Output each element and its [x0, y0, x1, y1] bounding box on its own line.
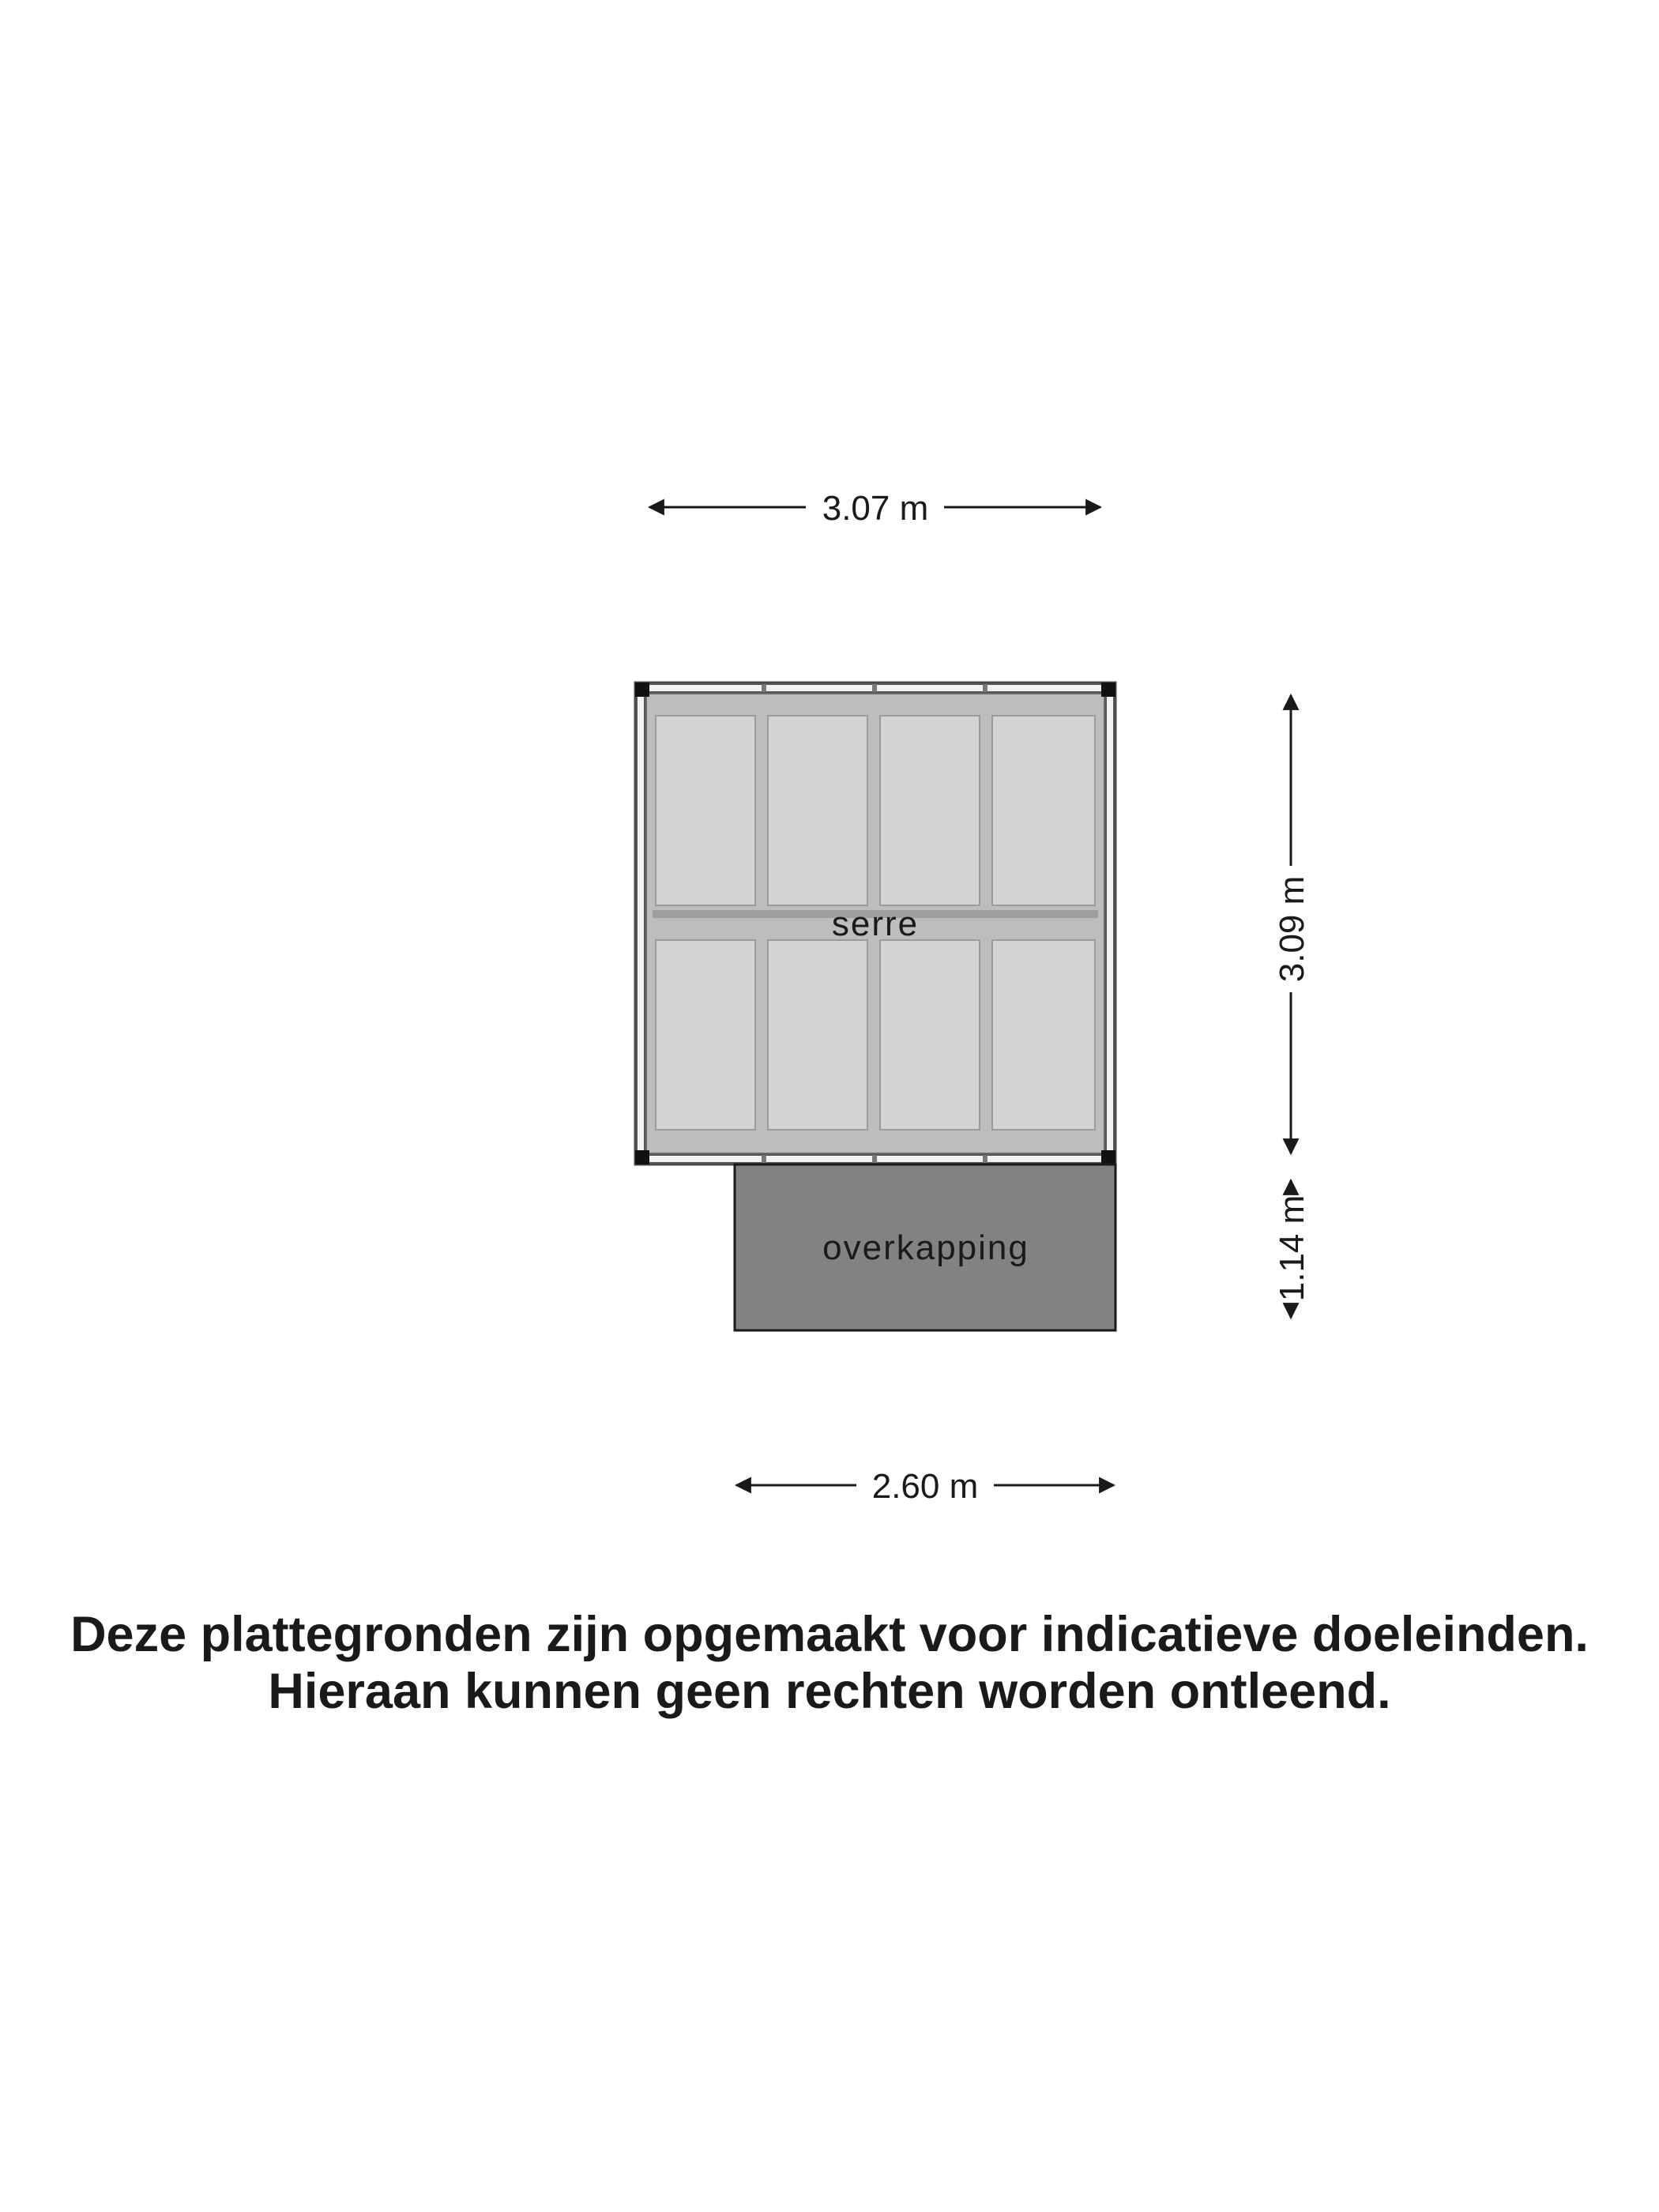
corner-post: [635, 683, 649, 697]
serre-label: serre: [831, 905, 920, 943]
overkapping-depth-dimension: [1273, 1180, 1311, 1318]
overkapping-depth-label: 1.14 m: [1273, 1194, 1311, 1302]
overkapping-label: overkapping: [822, 1228, 1029, 1267]
overkapping-room: [735, 1164, 1115, 1330]
corner-post: [1101, 683, 1115, 697]
glass-panel: [656, 940, 755, 1130]
glass-panel: [992, 716, 1095, 905]
window-strip-right: [1106, 695, 1114, 1153]
glass-panel: [880, 940, 980, 1130]
window-strip-left: [637, 695, 645, 1153]
corner-post: [1101, 1150, 1115, 1164]
glass-panel: [768, 716, 867, 905]
overkapping-width-label: 2.60 m: [871, 1467, 979, 1506]
serre-width-dimension: [649, 489, 1100, 528]
glass-panel: [880, 716, 980, 905]
corner-post: [635, 1150, 649, 1164]
serre-depth-dimension: [1273, 695, 1311, 1153]
disclaimer-line-2: Hieraan kunnen geen rechten worden ontleend.: [268, 1664, 1391, 1719]
glass-panel: [992, 940, 1095, 1130]
serre-room: [635, 683, 1115, 1164]
serre-width-label: 3.07 m: [822, 489, 929, 528]
overkapping-width-dimension: [736, 1467, 1114, 1506]
disclaimer-line-1: Deze plattegronden zijn opgemaakt voor indicatieve doeleinden.: [70, 1607, 1589, 1662]
glass-panel: [768, 940, 867, 1130]
serre-depth-label: 3.09 m: [1273, 875, 1311, 983]
glass-panel: [656, 716, 755, 905]
